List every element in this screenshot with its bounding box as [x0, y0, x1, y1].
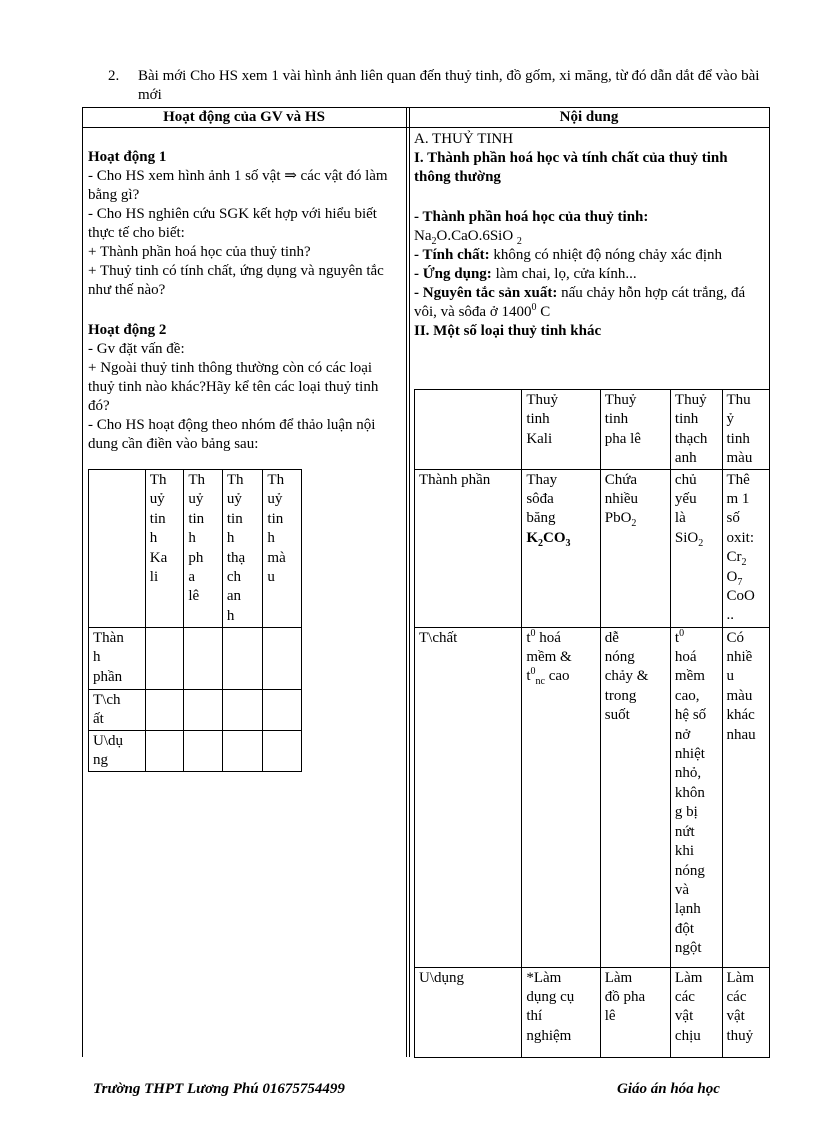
table-header: Thuỷ tinh pha lê [600, 390, 670, 470]
middle-border [406, 107, 407, 1057]
left-border [82, 107, 83, 1057]
table-row-label: Thàn h phần [89, 628, 146, 690]
table-cell [263, 730, 302, 771]
header-left: Hoạt động của GV và HS [163, 109, 325, 125]
table-cell: $t^0$ hoá mềm & $t^0_{nc}$ cao [522, 627, 600, 967]
table-cell: Chứa nhiều PbO$_2$ [600, 469, 670, 627]
header-bottom-border [82, 127, 770, 128]
table-row-label: U\dụng [415, 967, 522, 1057]
table-cell [222, 628, 263, 690]
activity-1-line: - Cho HS nghiên cứu SGK kết hợp với hiểu biết thực tế cho biết: [88, 206, 377, 241]
footer-left: Trường THPT Lương Phú 01675754499 [93, 1081, 345, 1097]
formula-line: $Na_2O.CaO.6SiO$ $_2$ [414, 228, 522, 247]
activity-2-line: - Cho HS hoạt động theo nhóm để thảo luận nội dung cần điền vào bảng sau: [88, 417, 376, 452]
table-cell: Làm các vật chịu [670, 967, 722, 1057]
right-column [414, 130, 764, 341]
table-header: Th uỷ tin h Ka li [145, 470, 184, 628]
table-cell: Thê m 1 số oxit: $Cr_2$ $O_7$ CoO .. [722, 469, 770, 627]
table-cell: Có nhiề u màu khác nhau [722, 627, 770, 967]
table-cell [184, 730, 223, 771]
intro-text: Bài mới Cho HS xem 1 vài hình ảnh liên quan đến thuỷ tinh, đồ gốm, xi măng, từ đó dẫn dắt để vào bài mới [138, 68, 760, 103]
section-ii-title: II. Một số loại thuỷ tinh khác [414, 323, 602, 339]
table-cell [222, 730, 263, 771]
composition-label: - Thành phần hoá học của thuỷ tinh: [414, 209, 649, 225]
table-cell [145, 690, 184, 731]
left-column [88, 148, 400, 454]
student-worksheet-table [88, 469, 302, 772]
activity-1-line: + Thuỷ tinh có tính chất, ứng dụng và nguyên tắc như thế nào? [88, 263, 384, 298]
table-header: Th uỷ tin h mà u [263, 470, 302, 628]
table-cell [184, 628, 223, 690]
table-cell [263, 628, 302, 690]
section-a-title: A. THUỶ TINH [414, 131, 514, 147]
table-cell [145, 628, 184, 690]
activity-2-title: Hoạt động 2 [88, 322, 167, 338]
table-cell: dễ nóng chảy & trong suốt [600, 627, 670, 967]
footer-right: Giáo án hóa học [617, 1081, 720, 1097]
table-header: Thuỷ tinh thạch anh [670, 390, 722, 470]
activity-1-line: + Thành phần hoá học của thuỷ tinh? [88, 244, 311, 260]
table-cell [145, 730, 184, 771]
property-line: - Tính chất: không có nhiệt độ nóng chảy xác định [414, 247, 723, 263]
middle-border-2 [409, 107, 410, 1057]
table-cell: *Làm dụng cụ thí nghiệm [522, 967, 600, 1057]
table-cell [184, 690, 223, 731]
table-cell [222, 690, 263, 731]
table-row-label: U\dụ ng [89, 730, 146, 771]
usage-line: - Ứng dụng: làm chai, lọ, cửa kính... [414, 266, 637, 282]
principle-line: - Nguyên tắc sản xuất: nấu chảy hỗn hợp cát trắng, đá vôi, và sôđa ở 1400$^0$ C [414, 285, 746, 320]
table-cell: chủ yếu là SiO$_2$ [670, 469, 722, 627]
table-row-label: T\ch ất [89, 690, 146, 731]
table-header: Th uỷ tin h ph a lê [184, 470, 223, 628]
activity-2-line: - Gv đặt vấn đề: [88, 341, 185, 357]
table-row-label: T\chất [415, 627, 522, 967]
table-cell: Làm các vật thuỷ [722, 967, 770, 1057]
activity-1-line: - Cho HS xem hình ảnh 1 số vật ⇒ các vật đó làm bằng gì? [88, 168, 388, 203]
table-cell [415, 390, 522, 470]
table-header: Th uỷ tin h thạ ch an h [222, 470, 263, 628]
activity-1-title: Hoạt động 1 [88, 149, 167, 165]
glass-types-table [414, 389, 770, 1058]
table-cell: $t^0$ hoá mềm cao, hệ số nở nhiệt nhỏ, khôn g bị nứt khi nóng và lạnh đột ngột [670, 627, 722, 967]
activity-2-line: + Ngoài thuỷ tinh thông thường còn có các loại thuỷ tinh nào khác?Hãy kể tên các loại thuỷ tinh đó? [88, 360, 379, 414]
section-i-title: I. Thành phần hoá học và tính chất của thuỷ tinh thông thường [414, 150, 728, 185]
table-header: Thu ỷ tinh màu [722, 390, 770, 470]
intro-number: 2. [108, 68, 120, 84]
table-cell [263, 690, 302, 731]
table-cell: Thay sôđa băng $K_2CO_3$ [522, 469, 600, 627]
header-right: Nội dung [559, 109, 619, 125]
table-cell: Làm đồ pha lê [600, 967, 670, 1057]
table-row-label: Thành phần [415, 469, 522, 627]
table-cell [89, 470, 146, 628]
table-header: Thuỷ tinh Kali [522, 390, 600, 470]
